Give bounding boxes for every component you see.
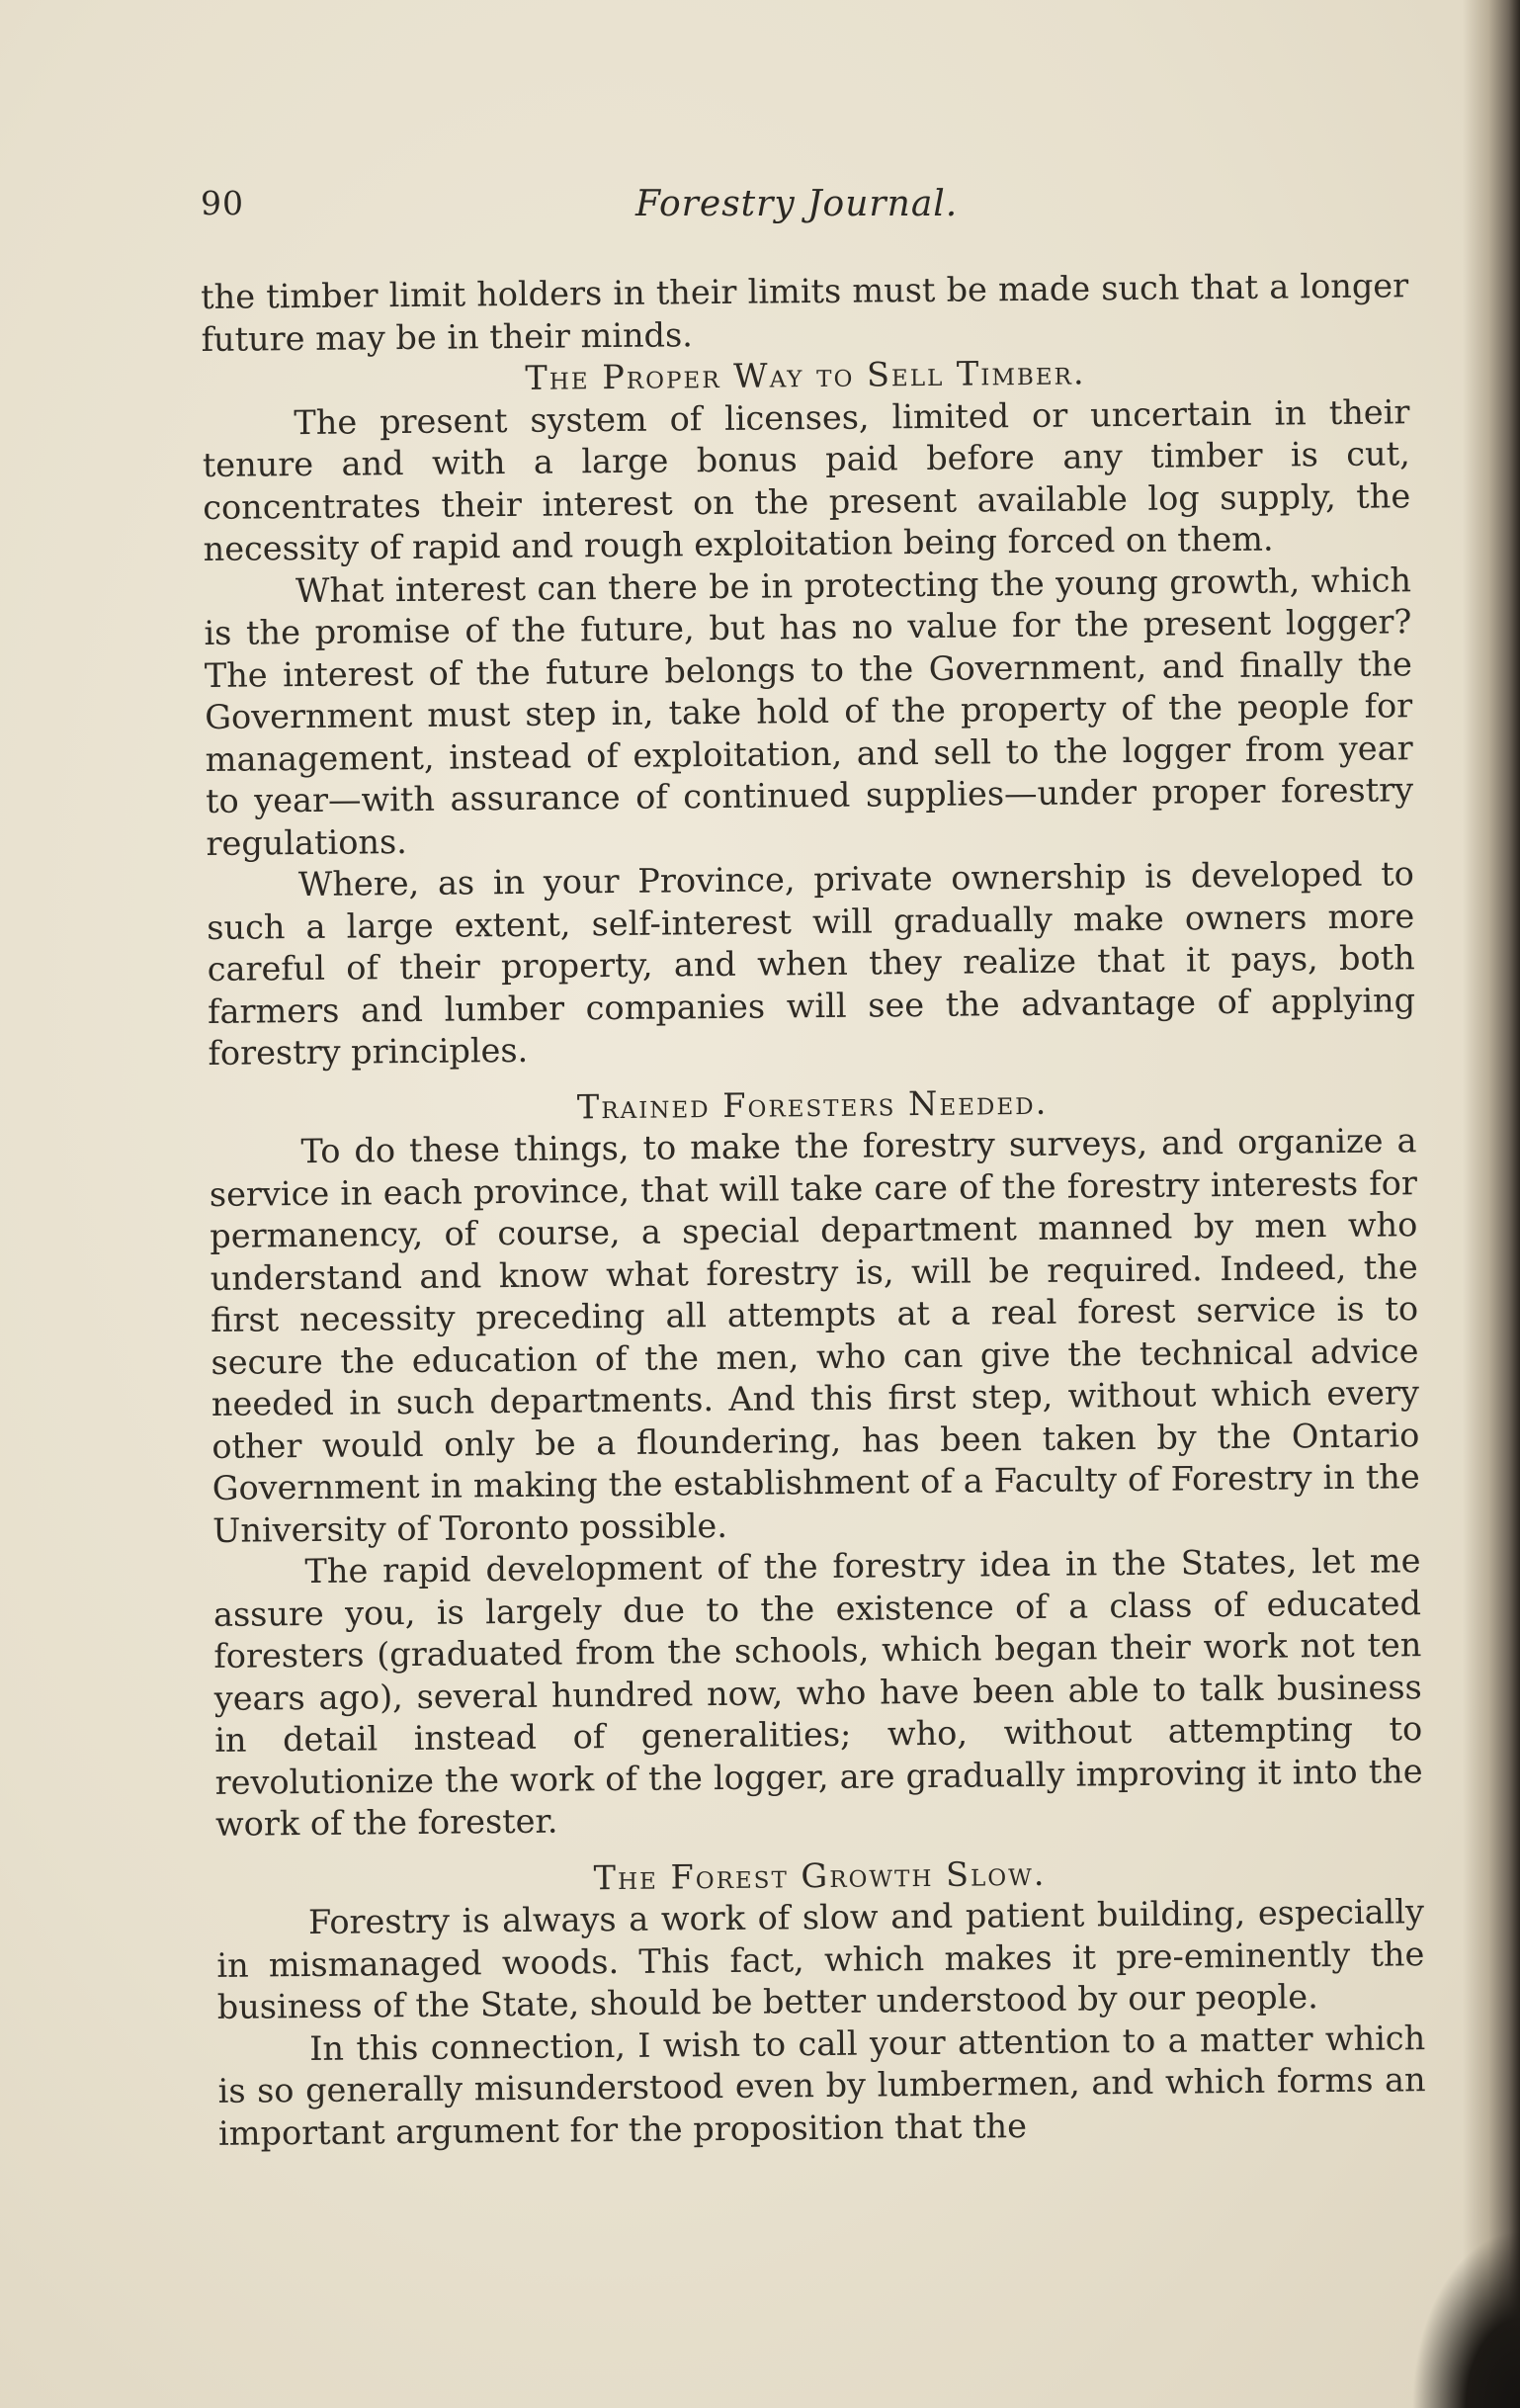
paragraph: The present system of licenses, limited or uncertain in their tenure and with a large bonus paid before any timber is cut, concentrates their interest on the present available log supply, the necessity of rapid and rough exploitation being forced on them. <box>202 391 1411 568</box>
paragraph: To do these things, to make the forestry surveys, and organize a service in each province, that will take care of the forestry interests for permanency, of course, a special department manned by men who understand and know what forestry is, will be required. Indeed, the first necessity preceding all attempts at a real forest service is to secure the education of the men, who can give the technical advice needed in such departments. And this first step, without which every other would only be a floundering, has been taken by the Ontario Government in making the establishment of a Faculty of Forestry in the University of Toronto possible. <box>209 1121 1420 1550</box>
paragraph: In this connection, I wish to call your attention to a matter which is so generally misunderstood even by lumbermen, and which forms an important argument for the proposition that the <box>217 2018 1426 2153</box>
body-text <box>201 265 1426 2155</box>
running-title: Forestry Journal. <box>635 184 959 224</box>
paragraph: Where, as in your Province, private ownership is developed to such a large extent, self-interest will gradually make owners more careful of their property, and when they realize that it pays, both farmers and lumber companies will see the advantage of applying forestry principles. <box>207 854 1416 1073</box>
section-heading-proper-way: The Proper Way to Sell Timber. <box>525 353 1086 397</box>
page-binding-edge <box>1463 0 1520 2408</box>
section-heading-forest-growth: The Forest Growth Slow. <box>593 1853 1047 1897</box>
page-number: 90 <box>201 184 244 222</box>
page-corner-shadow <box>1411 2230 1520 2408</box>
section-heading-trained-foresters: Trained Foresters Needed. <box>576 1082 1049 1126</box>
paragraph: The rapid development of the forestry idea in the States, let me assure you, is largely due to the existence of a class of educated foresters (graduated from the schools, which began their work not ten years ago), several hundred now, who have been able to talk business in detail instead of generalities; who, without attempting to revolutionize the work of the logger, are gradually improving it into the work of the forester. <box>212 1541 1423 1844</box>
paragraph: What interest can there be in protecting the young growth, which is the promise of the future, but has no value for the present logger? The interest of the future belongs to the Government, and finally the Government must step in, take hold of the property of the people for management, instead of exploitation, and sell to the logger from year to year—with assurance of continued supplies—under proper forestry regulations. <box>204 559 1414 863</box>
page-header <box>201 184 1406 243</box>
paragraph: Forestry is always a work of slow and patient building, especially in mismanaged woods. This fact, which makes it pre-eminently the business of the State, should be better understood by our people. <box>216 1892 1425 2026</box>
paragraph-continuation: the timber limit holders in their limits must be made such that a longer future may be in their minds. <box>201 266 1409 359</box>
